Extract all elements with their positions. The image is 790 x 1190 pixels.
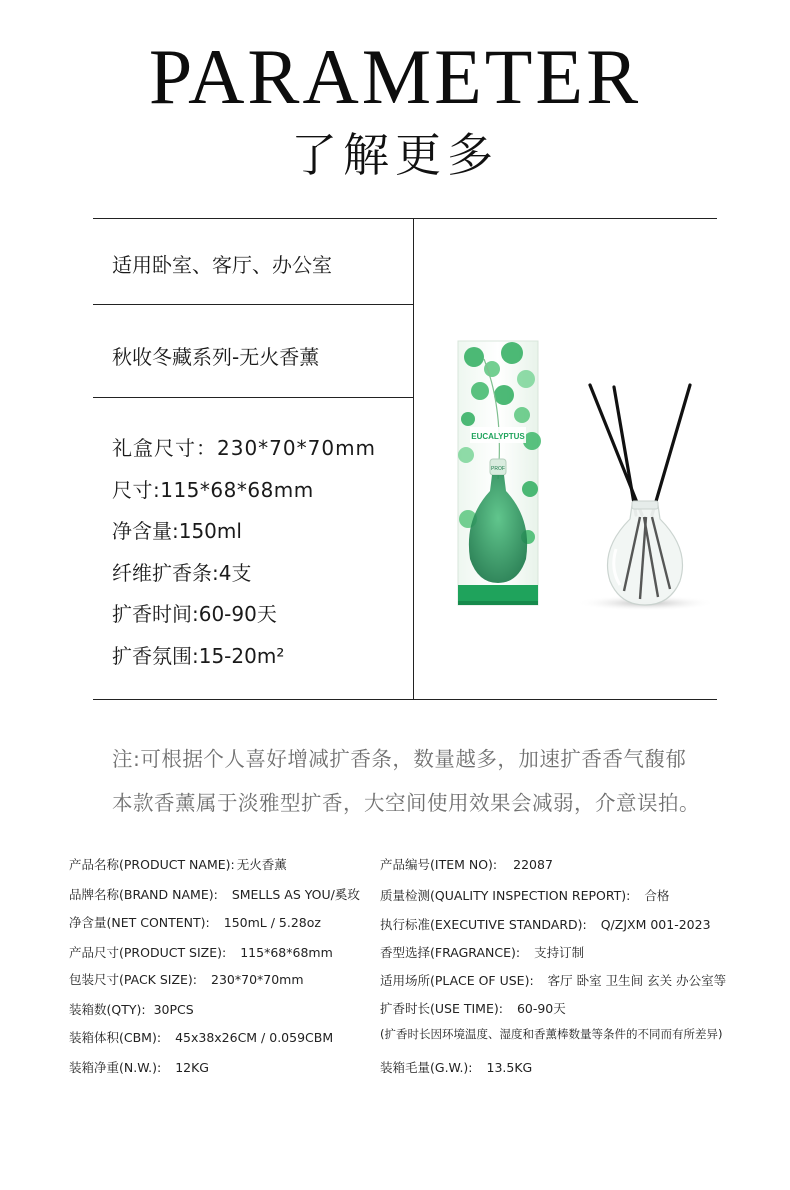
param-row (69, 855, 287, 873)
spec-list (112, 432, 376, 681)
param-label: 装箱体积(CBM): (69, 1030, 162, 1045)
param-label: 扩香时长(USE TIME): (380, 1001, 503, 1016)
param-label: 装箱毛量(G.W.): (380, 1060, 473, 1075)
param-value: 支持订制 (534, 945, 585, 960)
reed-diffuser (576, 385, 716, 611)
param-value: 60-90天 (516, 1001, 566, 1016)
param-row (69, 885, 360, 903)
param-value: 13.5KG (486, 1060, 533, 1075)
cap-label: PROF (491, 466, 505, 472)
param-label: 产品尺寸(PRODUCT SIZE): (69, 945, 227, 960)
param-label: 包装尺寸(PACK SIZE): (69, 972, 198, 987)
page-title: PARAMETER (148, 33, 642, 120)
param-row (69, 1058, 209, 1076)
param-label: 适用场所(PLACE OF USE): (380, 973, 534, 988)
param-label: 香型选择(FRAGRANCE): (380, 945, 521, 960)
param-row (380, 855, 553, 873)
param-value: 230*70*70mm (211, 972, 304, 987)
param-row (380, 1058, 532, 1076)
table-divider-2 (93, 397, 414, 398)
param-row (69, 1000, 194, 1018)
note-line-1: 注:可根据个人喜好增减扩香条，数量越多，加速扩香香气馥郁 (112, 747, 687, 771)
param-label: 净含量(NET CONTENT): (69, 915, 210, 930)
param-row (380, 943, 584, 961)
param-row (380, 915, 711, 933)
box-label: EUCALYPTUS (471, 432, 525, 441)
param-value: SMELLS AS YOU/奚玫 (231, 887, 360, 902)
series-text: 秋收冬藏系列-无火香薰 (112, 345, 320, 369)
param-value: 115*68*68mm (240, 945, 333, 960)
param-row (69, 943, 333, 961)
param-note (380, 1026, 722, 1042)
param-value: 45x38x26CM / 0.059CBM (175, 1030, 334, 1045)
spec-size: 尺寸:115*68*68mm (112, 477, 314, 502)
gift-box (458, 341, 541, 605)
param-row (380, 886, 669, 904)
param-value: 30PCS (153, 1002, 194, 1017)
param-label: 质量检测(QUALITY INSPECTION REPORT): (380, 888, 631, 903)
param-value: 无火香薰 (236, 857, 287, 872)
param-value: 客厅 卧室 卫生间 玄关 办公室等 (547, 973, 727, 988)
spec-gift-box-size: 礼盒尺寸：230*70*70mm (112, 436, 377, 460)
spec-diffuse-time: 扩香时间:60-90天 (112, 602, 277, 626)
param-value: 150mL / 5.28oz (223, 915, 321, 930)
param-label: 产品编号(ITEM NO): (380, 857, 498, 872)
param-label: 装箱数(QTY): (69, 1002, 146, 1017)
param-label: 品牌名称(BRAND NAME): (69, 887, 218, 902)
product-image (414, 219, 716, 699)
param-row (69, 970, 304, 988)
param-value: Q/ZJXM 001-2023 (600, 917, 711, 932)
spec-net-content: 净含量:150ml (112, 519, 242, 543)
param-row (380, 999, 566, 1017)
param-label: (扩香时长因环境温度、湿度和香薰棒数量等条件的不同而有所差异) (380, 1027, 723, 1041)
table-bottom-border (93, 699, 717, 700)
param-row (69, 1028, 333, 1046)
table-divider-1 (93, 304, 414, 305)
param-value: 12KG (175, 1060, 209, 1075)
param-label: 执行标准(EXECUTIVE STANDARD): (380, 917, 587, 932)
param-value: 合格 (644, 888, 670, 903)
param-label: 产品名称(PRODUCT NAME): (69, 857, 235, 872)
usage-text: 适用卧室、客厅、办公室 (112, 253, 332, 277)
page-subtitle: 了解更多 (291, 128, 499, 182)
note-line-2: 本款香薰属于淡雅型扩香，大空间使用效果会减弱，介意误拍。 (112, 791, 700, 815)
spec-reed-count: 纤维扩香条:4支 (112, 560, 252, 585)
spec-diffuse-area: 扩香氛围:15-20m² (112, 643, 285, 668)
param-value: 22087 (513, 857, 553, 872)
param-row (69, 913, 321, 931)
param-label: 装箱净重(N.W.): (69, 1060, 162, 1075)
param-row (380, 971, 726, 989)
